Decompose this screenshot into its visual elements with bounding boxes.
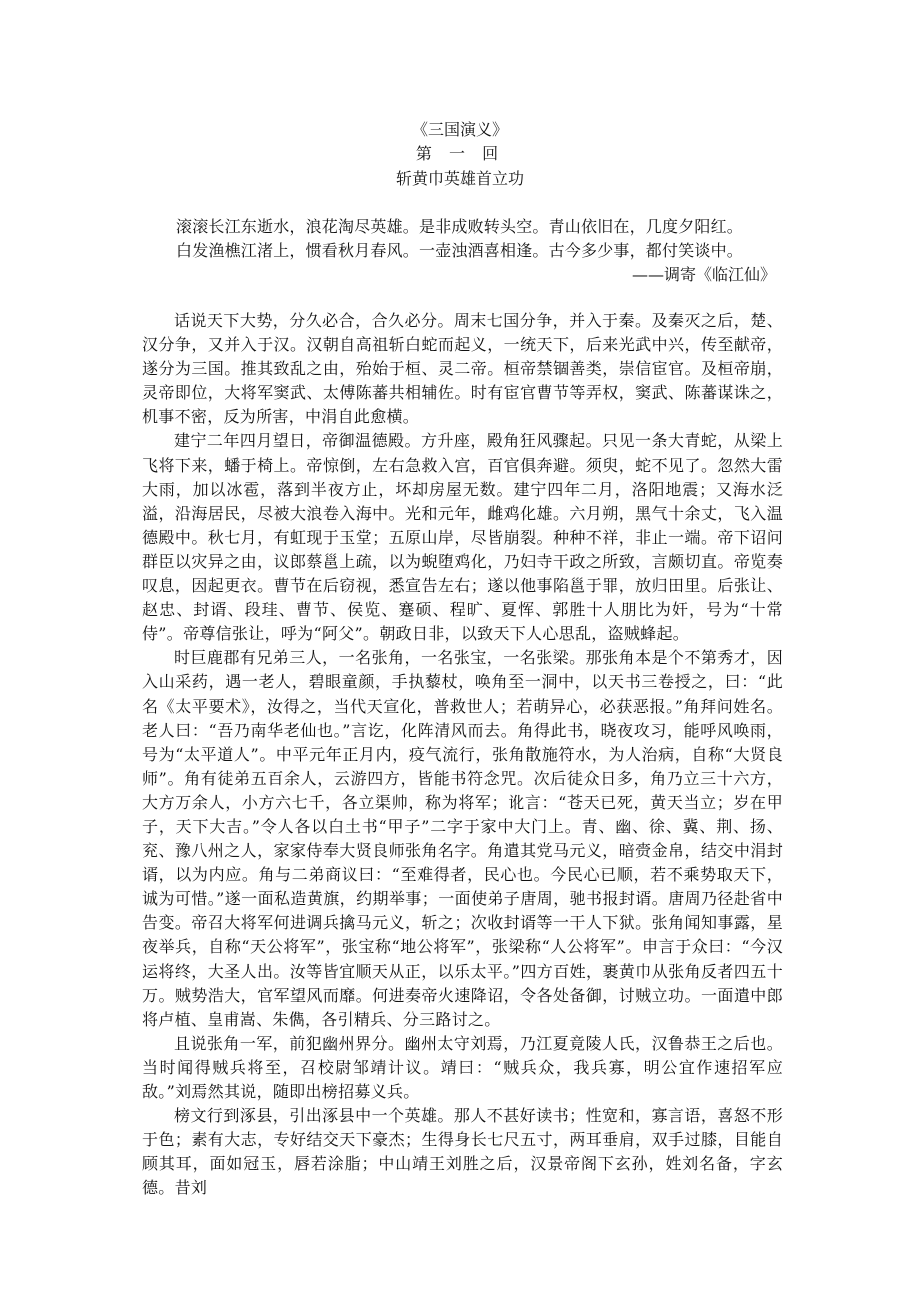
- poem-line-1: 滚滚长江东逝水，浪花淘尽英雄。是非成败转头空。青山依旧在，几度夕阳红。: [176, 217, 744, 236]
- paragraph: 话说天下大势，分久必合，合久必分。周末七国分争，并入于秦。及秦灭之后，楚、汉分争，又并入于汉。汉朝自高祖斩白蛇而起义，一统天下，后来光武中兴，传至献帝，遂分为三国。推其致乱之由，殆始于桓、灵二帝。桓帝禁锢善类，崇信宦官。及桓帝崩，灵帝即位，大将军窦武、太傅陈蕃共相辅佐。时有宦官曹节等弄权，窦武、陈蕃谋诛之，机事不密，反为所害，中涓自此愈横。: [142, 311, 783, 427]
- paragraph: 建宁二年四月望日，帝御温德殿。方升座，殿角狂风骤起。只见一条大青蛇，从梁上飞将下来，蟠于椅上。帝惊倒，左右急救入宫，百官俱奔避。须臾，蛇不见了。忽然大雷大雨，加以冰雹，落到半夜方止，坏却房屋无数。建宁四年二月，洛阳地震；又海水泛溢，沿海居民，尽被大浪卷入海中。光和元年，雌鸡化雄。六月朔，黑气十余丈，飞入温德殿中。秋七月，有虹现于玉堂；五原山岸，尽皆崩裂。种种不祥，非止一端。帝下诏问群臣以灾异之由，议郎蔡邕上疏，以为蜺堕鸡化，乃妇寺干政之所致，言颇切直。帝览奏叹息，因起更衣。曹节在后窃视，悉宣告左右；遂以他事陷邕于罪，放归田里。后张让、赵忠、封谞、段珪、曹节、侯览、蹇硕、程旷、夏恽、郭胜十人朋比为奸，号为“十常侍”。帝尊信张让，呼为“阿父”。朝政日非，以致天下人心思乱，盗贼蜂起。: [142, 431, 783, 644]
- paragraph: 且说张角一军，前犯幽州界分。幽州太守刘焉，乃江夏竟陵人氏，汉鲁恭王之后也。当时闻得贼兵将至，召校尉邹靖计议。靖曰：“贼兵众，我兵寡，明公宜作速招军应敌。”刘焉然其说，随即出榜招募义兵。: [142, 1033, 783, 1101]
- book-title: 《三国演义》: [411, 120, 508, 139]
- chapter-title: 斩黄巾英雄首立功: [395, 169, 524, 188]
- poem-line-2: 白发渔樵江渚上，惯看秋月春风。一壶浊酒喜相逢。古今多少事，都付笑谈中。: [176, 241, 744, 260]
- paragraph: 时巨鹿郡有兄弟三人，一名张角，一名张宝，一名张梁。那张角本是个不第秀才，因入山采药，遇一老人，碧眼童颜，手执藜杖，唤角至一洞中，以天书三卷授之，曰：“此名《太平要术》，汝得之，当代天宣化，普救世人；若萌异心，必获恶报。”角拜问姓名。老人曰：“吾乃南华老仙也。”言讫，化阵清风而去。角得此书，晓夜攻习，能呼风唤雨，号为“太平道人”。中平元年正月内，疫气流行，张角散施符水，为人治病，自称“大贤良师”。角有徒弟五百余人，云游四方，皆能书符念咒。次后徒众日多，角乃立三十六方，大方万余人，小方六七千，各立渠帅，称为将军；讹言：“苍天已死，黄天当立；岁在甲子，天下大吉。”令人各以白土书“甲子”二字于家中大门上。青、幽、徐、冀、荆、扬、兖、豫八州之人，家家侍奉大贤良师张角名字。角遣其党马元义，暗赍金帛，结交中涓封谞，以为内应。角与二弟商议曰：“至难得者，民心也。今民心已顺，若不乘势取天下，诚为可惜。”遂一面私造黄旗，约期举事；一面使弟子唐周，驰书报封谞。唐周乃径赴省中告变。帝召大将军何进调兵擒马元义，斩之；次收封谞等一干人下狱。张角闻知事露，星夜举兵，自称“天公将军”，张宝称“地公将军”，张梁称“人公将军”。申言于众曰：“今汉运将终，大圣人出。汝等皆宜顺天从正，以乐太平。”四方百姓，裹黄巾从张角反者四五十万。贼势浩大，官军望风而靡。何进奏帝火速降诏，令各处备御，讨贼立功。一面遣中郎将卢植、皇甫嵩、朱儁，各引精兵、分三路讨之。: [142, 648, 783, 1029]
- body-text: [142, 309, 783, 1200]
- paragraph: 榜文行到涿县，引出涿县中一个英雄。那人不甚好读书；性宽和，寡言语，喜怒不形于色；素有大志，专好结交天下豪杰；生得身长七尺五寸，两耳垂肩，双手过膝，目能自顾其耳，面如冠玉，唇若涂脂；中山靖王刘胜之后，汉景帝阁下玄孙，姓刘名备，字玄德。昔刘: [142, 1106, 783, 1198]
- chapter-number: 第 一 回: [415, 144, 505, 163]
- poem-attribution: ——调寄《临江仙》: [631, 265, 776, 284]
